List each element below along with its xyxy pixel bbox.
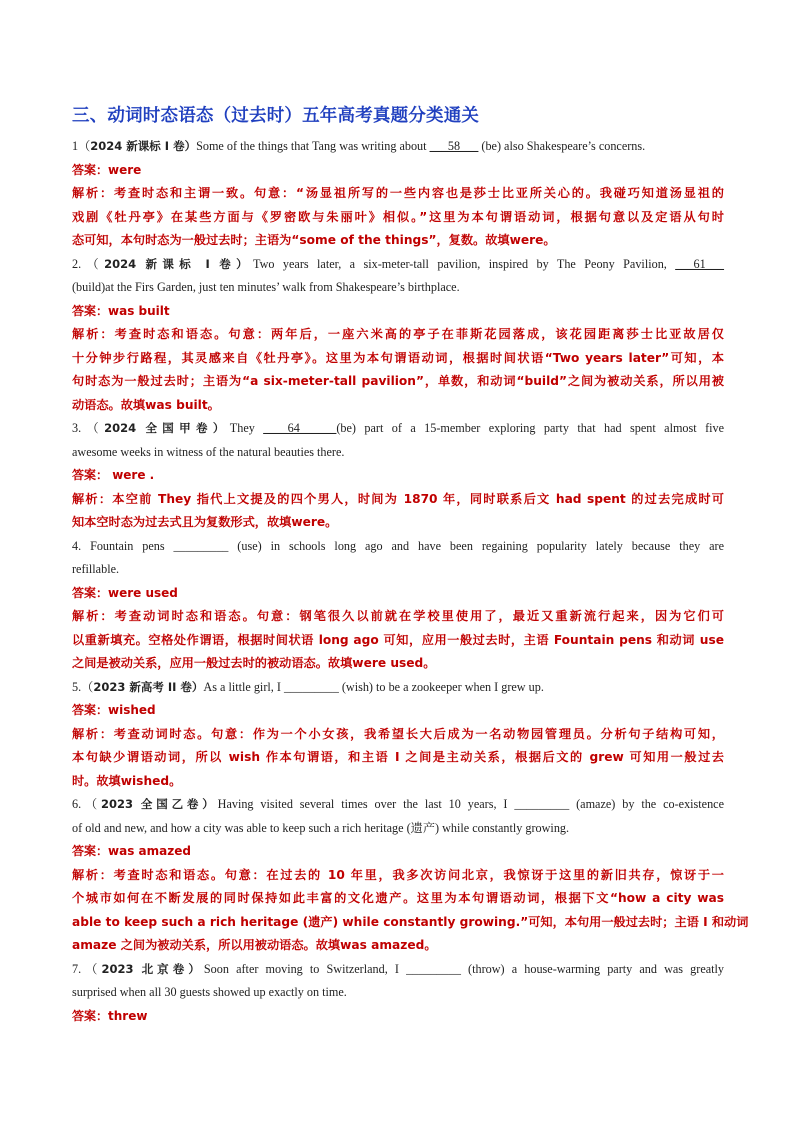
analysis-line: 时。故填wished。: [72, 773, 182, 788]
analysis-line: 解析：考查时态和主谓一致。句意：“汤显祖所写的一些内容也是莎士比亚所关心的。我碰巧知道汤显祖的: [72, 186, 724, 200]
answer-value: were .: [108, 468, 155, 482]
question-block: [72, 793, 749, 958]
question-line: [72, 417, 724, 441]
analysis-line: 句时态为一般过去时；主语为“a six-meter-tall pavilion”，单数，和动词“build”之间为被动关系，所以用被: [72, 374, 724, 388]
answer-label: 答案：: [72, 1008, 109, 1023]
analysis-line: amaze 之间为被动关系，所以用被动语态。故填was amazed。: [72, 938, 437, 952]
analysis-line: 解析：考查时态和语态。句意：在过去的 10 年里，我多次访问北京，我惊讶于这里的新旧共存，惊讶于一: [72, 867, 724, 882]
document-page: [72, 102, 749, 1028]
analysis-line: able to keep such a rich heritage (遗产) while constantly growing.”可知，本句用一般过去时；主语 I 和动词: [72, 914, 749, 929]
answer-label: 答案：: [72, 303, 109, 318]
analysis-line: 解析：考查动词时态。句意：作为一个小女孩，我希望长大后成为一名动物园管理员。分析句子结构可知，: [72, 726, 724, 741]
question-block: [72, 958, 724, 1029]
question-line: [72, 981, 724, 1005]
exam-source: 2023 新高考 II 卷）: [93, 679, 204, 694]
answer-blank: ____64______: [263, 421, 337, 435]
question-number: 5.（: [72, 679, 94, 694]
question-block: [72, 135, 724, 253]
analysis-line: 戏剧《牡丹亭》在某些方面与《罗密欧与朱丽叶》相似。”这里为本句谓语动词，根据句意以及定语从句时: [72, 209, 724, 224]
question-line: [72, 676, 724, 700]
answer-value: were used: [108, 585, 178, 600]
question-text-tail: (be) also Shakespeare’s concerns.: [478, 139, 646, 153]
question-line: [72, 441, 724, 465]
answer-line: [72, 1005, 724, 1029]
answer-value: wished: [108, 703, 156, 717]
page-title: 三、动词时态语态（过去时）五年高考真题分类通关: [72, 106, 480, 126]
question-text: Some of the things that Tang was writing about: [196, 139, 430, 153]
analysis-line: 个城市如何在不断发展的同时保持如此丰富的文化遗产。这里为本句谓语动词，根据下文“how a city was: [72, 891, 724, 905]
question-line: [72, 135, 724, 159]
answer-line: [72, 582, 724, 606]
question-text-tail: (be) part of a 15-member exploring party that had spent almost five: [336, 421, 725, 435]
question-line: [72, 817, 724, 841]
question-block: [72, 417, 724, 535]
answer-line: [72, 464, 724, 488]
answer-value: were: [108, 162, 142, 177]
question-text: (build)at the Firs Garden, just ten minutes’ walk from Shakespeare’s birthplace.: [72, 280, 460, 294]
exam-source: 2023 全国乙卷）: [101, 797, 218, 811]
question-line: [72, 253, 724, 277]
analysis-line: 本句缺少谓语动词，所以 wish 作本句谓语，和主语 I 之间是主动关系，根据后文的 grew 可知用一般过去: [72, 750, 724, 764]
answer-label: 答案：: [72, 162, 109, 177]
analysis-line: 之间是被动关系，应用一般过去时的被动语态。故填were used。: [72, 656, 436, 670]
analysis-line: 态可知，本句时态为一般过去时；主语为“some of the things”，复数。故填were。: [72, 233, 556, 247]
question-text: Soon after moving to Switzerland, I _________ (throw) a house-warming party and was greatly: [203, 961, 725, 976]
question-block: [72, 535, 724, 676]
answer-line: [72, 159, 724, 183]
question-text: of old and new, and how a city was able to keep such a rich heritage (遗产) while constantly growing.: [72, 820, 570, 835]
answer-label: 答案：: [72, 468, 109, 482]
question-number: 3.（: [72, 421, 105, 435]
question-list: [72, 135, 749, 1028]
answer-line: [72, 840, 724, 864]
question-text: Having visited several times over the last 10 years, I _________ (amaze) by the co-existence: [217, 797, 725, 811]
question-text: surprised when all 30 guests showed up exactly on time.: [72, 985, 347, 999]
question-text: awesome weeks in witness of the natural beauties there.: [72, 444, 345, 459]
analysis-line: 十分钟步行路程，其灵感来自《牡丹亭》。这里为本句谓语动词，根据时间状语“Two years later”可知，本: [72, 350, 724, 365]
analysis-line: 动语态。故填was built。: [72, 397, 220, 412]
answer-value: threw: [108, 1008, 148, 1023]
question-block: [72, 676, 724, 794]
exam-source: 2024 新课标 I 卷）: [90, 139, 197, 153]
answer-value: was amazed: [108, 844, 191, 858]
question-line: [72, 276, 724, 300]
exam-source: 2024 新课标 I 卷）: [104, 256, 253, 271]
question-line: [72, 535, 724, 559]
analysis-line: 解析：考查时态和语态。句意：两年后，一座六米高的亭子在菲斯花园落成，该花园距离莎士比亚故居仅: [72, 327, 724, 341]
question-line: [72, 558, 724, 582]
answer-blank: ___61___: [675, 256, 725, 271]
analysis-line: 知本空时态为过去式且为复数形式，故填were。: [72, 515, 338, 529]
exam-source: 2023 北京卷）: [101, 961, 204, 976]
answer-label: 答案：: [72, 844, 109, 858]
question-text: Fountain pens _________ (use) in schools long ago and have been regaining popularity lately because they are: [90, 538, 725, 553]
question-number: 7.（: [72, 961, 102, 976]
analysis-line: 以重新填充。空格处作谓语，根据时间状语 long ago 可知，应用一般过去时，主语 Fountain pens 和动词 use: [72, 632, 724, 647]
answer-line: [72, 699, 724, 723]
exam-source: 2024 全国甲卷）: [104, 421, 230, 435]
answer-blank: ___58___: [429, 139, 479, 153]
answer-label: 答案：: [72, 703, 109, 717]
question-number: 1（: [72, 139, 91, 153]
analysis-line: 解析：本空前 They 指代上文提及的四个男人，时间为 1870 年，同时联系后文 had spent 的过去完成时可: [72, 491, 724, 506]
question-line: [72, 958, 724, 982]
question-text: As a little girl, I _________ (wish) to be a zookeeper when I grew up.: [203, 679, 544, 694]
question-block: [72, 253, 724, 418]
answer-value: was built: [108, 303, 170, 318]
question-number: 4.: [72, 538, 91, 553]
question-line: [72, 793, 724, 817]
answer-line: [72, 300, 724, 324]
question-text: They: [229, 421, 264, 435]
analysis-line: 解析：考查动词时态和语态。句意：钢笔很久以前就在学校里使用了，最近又重新流行起来，因为它们可: [72, 609, 724, 623]
question-number: 2.（: [72, 256, 105, 271]
question-number: 6.（: [72, 797, 102, 811]
question-text: refillable.: [72, 562, 120, 576]
answer-label: 答案：: [72, 585, 109, 600]
question-text: Two years later, a six-meter-tall pavilion, inspired by The Peony Pavilion,: [252, 256, 676, 271]
